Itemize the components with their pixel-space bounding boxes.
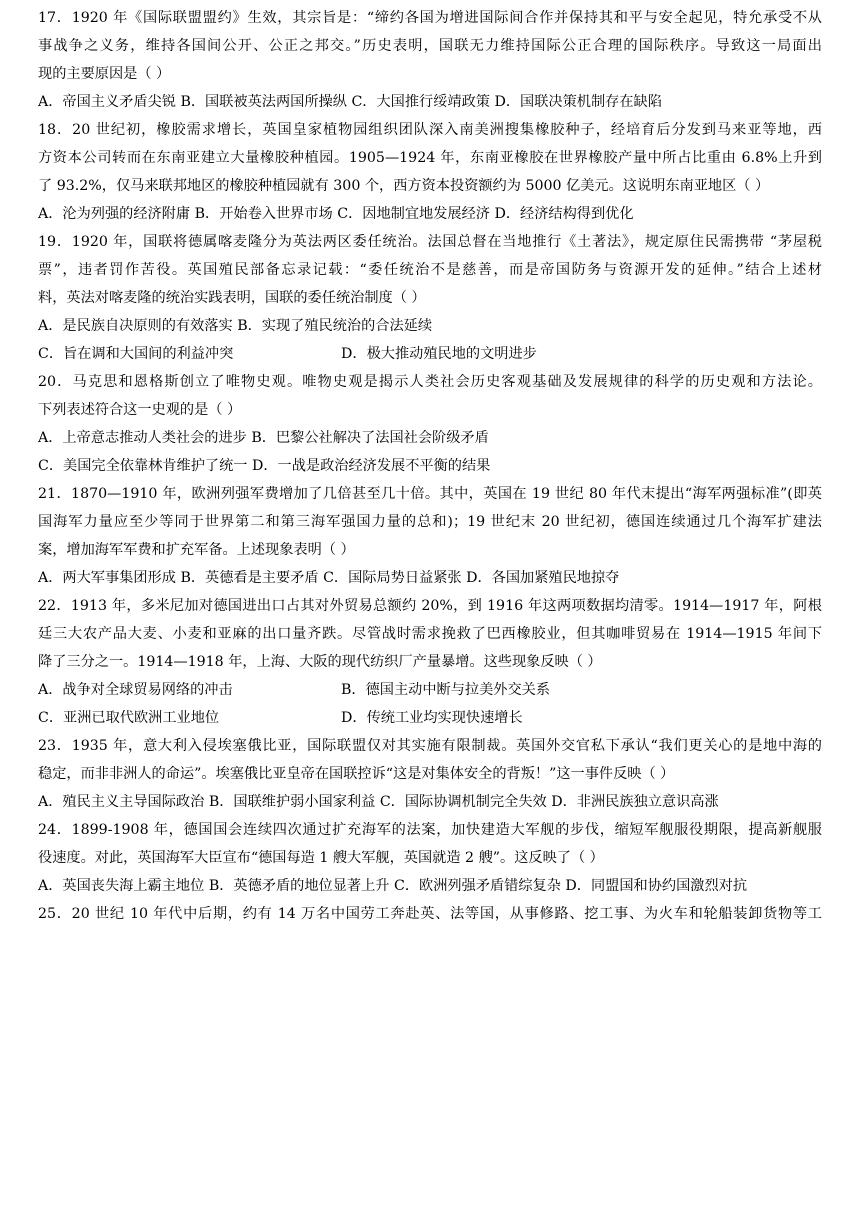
question-20 — [38, 368, 822, 480]
question-24 — [38, 816, 822, 900]
question-18 — [38, 116, 822, 228]
option-c: C．旨在调和大国间的利益冲突 — [38, 346, 234, 362]
stem-line: 料，英法对喀麦隆的统治实践表明，国联的委任统治制度（ ） — [38, 290, 426, 306]
options-grid-row — [38, 340, 822, 368]
question-stem — [38, 116, 822, 200]
stem-line: 17．1920 年《国际联盟盟约》生效，其宗旨是：“缔约各国为增进国际间合作并保持其和平与安全起见，特允承受不从 — [38, 10, 822, 26]
options-row: C．美国完全依靠林肯维护了统一 D．一战是政治经济发展不平衡的结果 — [38, 458, 491, 474]
option-d: D．极大推动殖民地的文明进步 — [341, 346, 537, 362]
stem-line: 下列表述符合这一史观的是（ ） — [38, 402, 242, 418]
options-row: A．是民族自决原则的有效落实 B．实现了殖民统治的合法延续 — [38, 318, 433, 334]
question-stem — [38, 228, 822, 312]
options-grid-row — [38, 676, 822, 704]
stem-line: 降了三分之一。1914—1918 年，上海、大阪的现代纺织厂产量暴增。这些现象反映（ ） — [38, 654, 602, 670]
stem-line: 21．1870—1910 年，欧洲列强军费增加了几倍甚至几十倍。其中，英国在 19 世纪 80 年代末提出“海军两强标准”(即英 — [38, 486, 822, 502]
stem-line: 22．1913 年，多米尼加对德国进出口占其对外贸易总额约 20%，到 1916 年这两项数据均清零。1914—1917 年，阿根 — [38, 598, 822, 614]
stem-line: 廷三大农产品大麦、小麦和亚麻的出口量齐跌。尽管战时需求挽救了巴西橡胶业，但其咖啡贸易在 1914—1915 年间下 — [38, 626, 822, 642]
stem-line: 24．1899-1908 年，德国国会连续四次通过扩充海军的法案，加快建造大军舰的步伐，缩短军舰服役期限，提高新舰服 — [38, 822, 822, 838]
question-22 — [38, 592, 822, 732]
question-23 — [38, 732, 822, 816]
options-row: A．两大军事集团形成 B．英德看是主要矛盾 C．国际局势日益紧张 D．各国加紧殖民地掠夺 — [38, 570, 620, 586]
question-stem — [38, 900, 822, 928]
stem-line: 案，增加海军军费和扩充军备。上述现象表明（ ） — [38, 542, 355, 558]
options-grid-row — [38, 704, 822, 732]
options-row: A．殖民主义主导国际政治 B．国联维护弱小国家利益 C．国际协调机制完全失效 D．非洲民族独立意识高涨 — [38, 794, 719, 810]
option-b: B．德国主动中断与拉美外交关系 — [341, 682, 551, 698]
stem-line: 了 93.2%，仅马来联邦地区的橡胶种植园就有 300 个，西方资本投资额约为 5000 亿美元。这说明东南亚地区（ ） — [38, 178, 770, 194]
stem-line: 稳定，而非非洲人的命运”。埃塞俄比亚皇帝在国联控诉“这是对集体安全的背叛！”这一事件反映（ ） — [38, 766, 675, 782]
options-row: A．沦为列强的经济附庸 B．开始卷入世界市场 C．因地制宜地发展经济 D．经济结构得到优化 — [38, 206, 634, 222]
stem-line: 国海军力量应至少等同于世界第二和第三海军强国力量的总和)；19 世纪末 20 世纪初，德国连续通过几个海军扩建法 — [38, 514, 822, 530]
question-stem — [38, 4, 822, 88]
stem-line: 票”，违者罚作苦役。英国殖民部备忘录记载：“委任统治不是慈善，而是帝国防务与资源开发的延伸。”结合上述材 — [38, 262, 822, 278]
option-d: D．传统工业均实现快速增长 — [341, 710, 523, 726]
stem-line: 方资本公司转而在东南亚建立大量橡胶种植园。1905—1924 年，东南亚橡胶在世界橡胶产量中所占比重由 6.8%上升到 — [38, 150, 822, 166]
stem-line: 25．20 世纪 10 年代中后期，约有 14 万名中国劳工奔赴英、法等国，从事修路、挖工事、为火车和轮船装卸货物等工 — [38, 906, 822, 922]
stem-line: 役速度。对此，英国海军大臣宣布“德国每造 1 艘大军舰，英国就造 2 艘”。这反映了（ ） — [38, 850, 604, 866]
stem-line: 19．1920 年，国联将德属喀麦隆分为英法两区委任统治。法国总督在当地推行《土著法》，规定原住民需携带 “茅屋税 — [38, 234, 822, 250]
options-row: A．英国丧失海上霸主地位 B．英德矛盾的地位显著上升 C．欧洲列强矛盾错综复杂 D．同盟国和协约国激烈对抗 — [38, 878, 748, 894]
question-stem — [38, 816, 822, 872]
question-19 — [38, 228, 822, 368]
question-stem — [38, 732, 822, 788]
question-stem — [38, 368, 822, 424]
option-a: A．战争对全球贸易网络的冲击 — [38, 682, 233, 698]
stem-line: 20．马克思和恩格斯创立了唯物史观。唯物史观是揭示人类社会历史客观基础及发展规律的科学的历史观和方法论。 — [38, 374, 822, 390]
options-row: A．上帝意志推动人类社会的进步 B．巴黎公社解决了法国社会阶级矛盾 — [38, 430, 489, 446]
options-row: A．帝国主义矛盾尖锐 B．国联被英法两国所操纵 C．大国推行绥靖政策 D．国联决策机制存在缺陷 — [38, 94, 662, 110]
option-c: C．亚洲已取代欧洲工业地位 — [38, 710, 220, 726]
stem-line: 事战争之义务，维持各国间公开、公正之邦交。”历史表明，国联无力维持国际公正合理的国际秩序。导致这一局面出 — [38, 38, 822, 54]
question-17 — [38, 4, 822, 116]
stem-line: 23．1935 年，意大利入侵埃塞俄比亚，国际联盟仅对其实施有限制裁。英国外交官私下承认“我们更关心的是地中海的 — [38, 738, 822, 754]
question-stem — [38, 480, 822, 564]
stem-line: 现的主要原因是（ ） — [38, 66, 171, 82]
stem-line: 18．20 世纪初，橡胶需求增长，英国皇家植物园组织团队深入南美洲搜集橡胶种子，经培育后分发到马来亚等地，西 — [38, 122, 822, 138]
question-25 — [38, 900, 822, 928]
question-21 — [38, 480, 822, 592]
question-stem — [38, 592, 822, 676]
